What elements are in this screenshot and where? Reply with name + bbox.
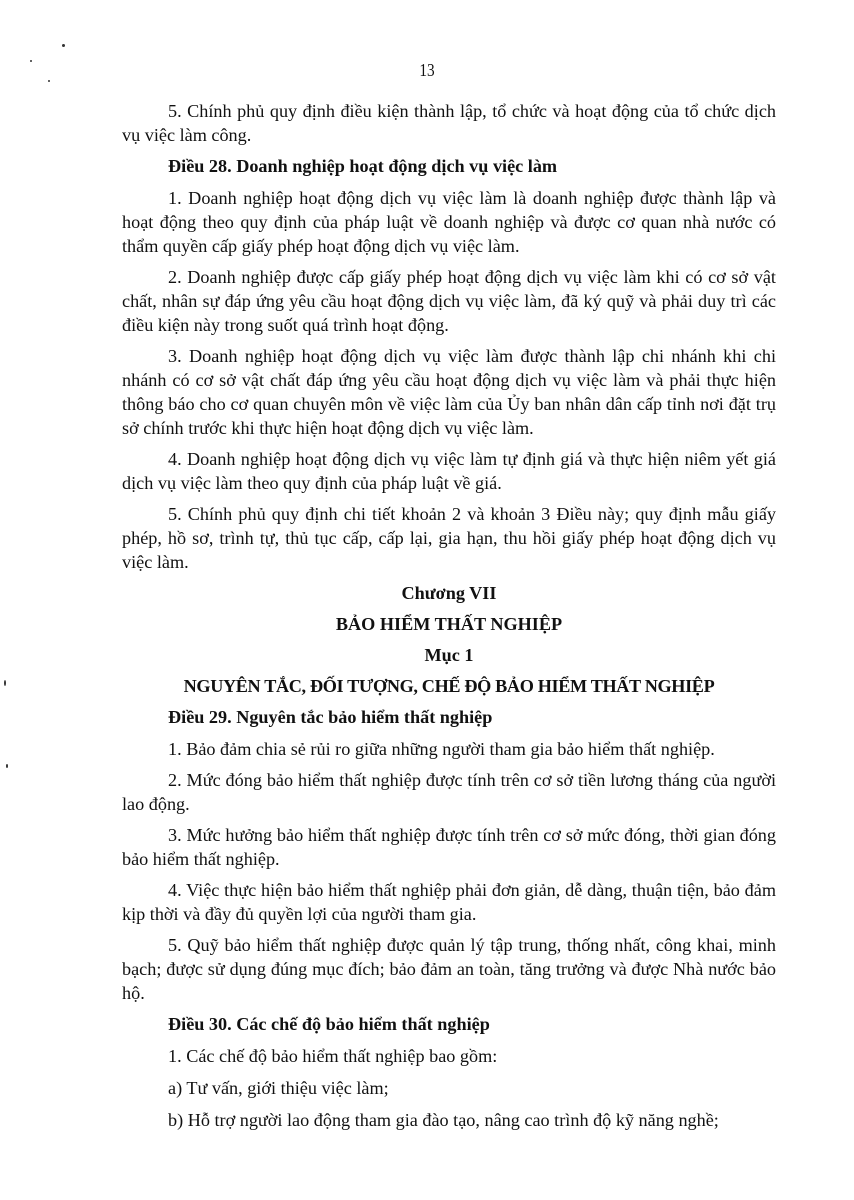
- chapter-title: BẢO HIỂM THẤT NGHIỆP: [335, 614, 563, 634]
- paragraph-art28-clause-2: 2. Doanh nghiệp được cấp giấy phép hoạt động dịch vụ việc làm khi có cơ sở vật chất, nhân sự đáp ứng yêu cầu hoạt động dịch vụ việc làm, đã ký quỹ và phải duy trì các điều kiện này trong suốt quá trình hoạt động.: [122, 267, 776, 335]
- section-heading: Mục 1: [424, 645, 474, 665]
- document-body: [122, 99, 776, 1140]
- list-item-b: b) Hỗ trợ người lao động tham gia đào tạo, nâng cao trình độ kỹ năng nghề;: [168, 1110, 719, 1130]
- list-item-a: a) Tư vấn, giới thiệu việc làm;: [168, 1078, 389, 1098]
- paragraph-art28-clause-4: 4. Doanh nghiệp hoạt động dịch vụ việc làm tự định giá và thực hiện niêm yết giá dịch vụ việc làm theo quy định của pháp luật về giá.: [122, 449, 776, 493]
- paragraph-art29-clause-3: 3. Mức hưởng bảo hiểm thất nghiệp được tính trên cơ sở mức đóng, thời gian đóng bảo hiểm thất nghiệp.: [122, 825, 776, 869]
- scan-speck: [4, 680, 6, 686]
- paragraph-art29-clause-4: 4. Việc thực hiện bảo hiểm thất nghiệp phải đơn giản, dễ dàng, thuận tiện, bảo đảm kịp thời và đầy đủ quyền lợi của người tham gia.: [122, 880, 776, 924]
- paragraph-art28-clause-3: 3. Doanh nghiệp hoạt động dịch vụ việc làm được thành lập chi nhánh khi chi nhánh có cơ sở vật chất đáp ứng yêu cầu hoạt động dịch vụ việc làm và phải thực hiện thông báo cho cơ quan chuyên môn về việc làm của Ủy ban nhân dân cấp tỉnh nơi đặt trụ sở chính trước khi thực hiện hoạt động dịch vụ việc làm.: [122, 346, 776, 438]
- paragraph-art28-clause-1: 1. Doanh nghiệp hoạt động dịch vụ việc làm là doanh nghiệp được thành lập và hoạt động theo quy định của pháp luật về doanh nghiệp và được cơ quan nhà nước có thẩm quyền cấp giấy phép hoạt động dịch vụ việc làm.: [122, 188, 776, 256]
- paragraph-art29-clause-5: 5. Quỹ bảo hiểm thất nghiệp được quản lý tập trung, thống nhất, công khai, minh bạch; được sử dụng đúng mục đích; bảo đảm an toàn, tăng trưởng và được Nhà nước bảo hộ.: [122, 935, 776, 1003]
- paragraph-art29-clause-1: 1. Bảo đảm chia sẻ rủi ro giữa những người tham gia bảo hiểm thất nghiệp.: [168, 739, 715, 759]
- article-29-heading: Điều 29. Nguyên tắc bảo hiểm thất nghiệp: [168, 707, 493, 727]
- chapter-heading: Chương VII: [401, 583, 497, 603]
- paragraph-art30-clause-1: 1. Các chế độ bảo hiểm thất nghiệp bao gồm:: [168, 1046, 498, 1066]
- paragraph-art29-clause-2: 2. Mức đóng bảo hiểm thất nghiệp được tính trên cơ sở tiền lương tháng của người lao động.: [122, 770, 776, 814]
- scan-speck: [30, 60, 32, 62]
- scan-speck: [62, 44, 65, 47]
- scan-speck: [6, 764, 8, 768]
- page-number: 13: [419, 60, 435, 80]
- paragraph-art28-clause-5: 5. Chính phủ quy định chi tiết khoản 2 và khoản 3 Điều này; quy định mẫu giấy phép, hồ sơ, trình tự, thủ tục cấp, cấp lại, gia hạn, thu hồi giấy phép hoạt động dịch vụ việc làm.: [122, 504, 776, 572]
- paragraph-clause-5-art27: 5. Chính phủ quy định điều kiện thành lập, tổ chức và hoạt động của tổ chức dịch vụ việc làm công.: [122, 101, 776, 145]
- article-30-heading: Điều 30. Các chế độ bảo hiểm thất nghiệp: [168, 1014, 490, 1034]
- section-title: NGUYÊN TẮC, ĐỐI TƯỢNG, CHẾ ĐỘ BẢO HIỂM THẤT NGHIỆP: [183, 676, 715, 696]
- article-28-heading: Điều 28. Doanh nghiệp hoạt động dịch vụ việc làm: [168, 156, 558, 176]
- scan-speck: [48, 80, 50, 82]
